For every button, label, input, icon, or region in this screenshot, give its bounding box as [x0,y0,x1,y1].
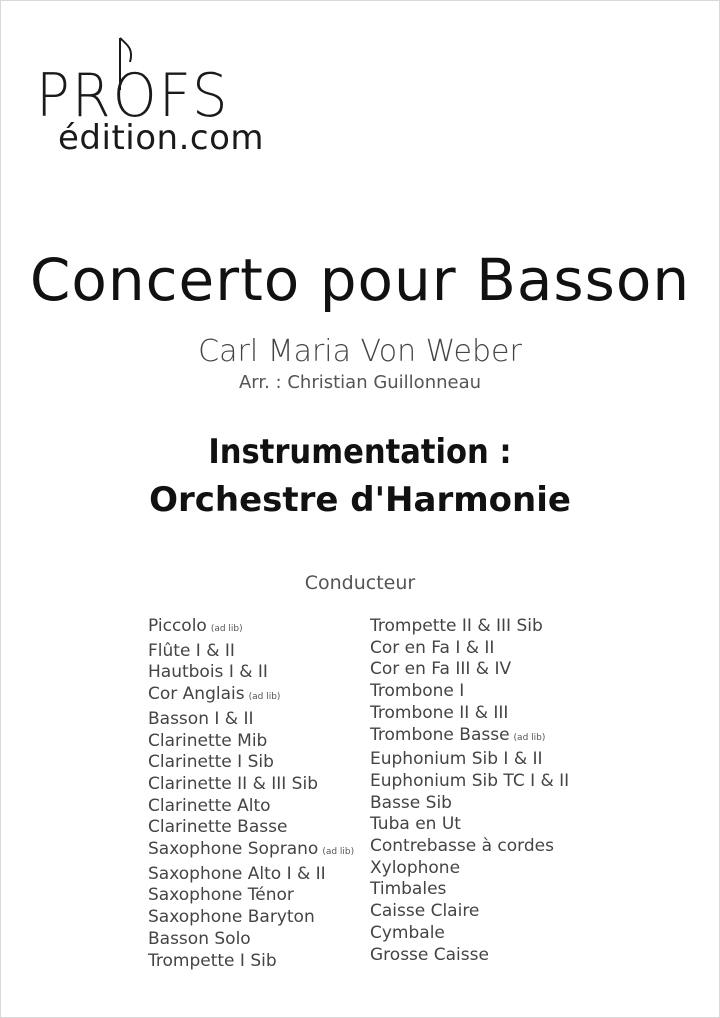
instrument-name: Piccolo [148,616,207,636]
instrument-item [148,907,354,929]
instrument-name: Saxophone Baryton [148,907,315,928]
instrument-name: Caisse Claire [370,901,480,922]
instrument-name: Trompette II & III Sib [370,616,543,636]
instrument-name: Euphonium Sib TC I & II [370,770,570,791]
logo-top-text: PROFS [36,62,230,131]
instrument-item [148,709,354,731]
instrument-name: Trombone II & III [370,702,509,723]
instrument-name: Clarinette I Sib [148,752,274,773]
composer: Carl Maria Von Weber [198,334,522,369]
conductor-label: Conducteur [304,572,416,594]
instrument-item [148,839,354,864]
logo-bottom-text: édition.com [58,118,264,158]
instrument-item [148,951,354,973]
instrument-name: Trompette I Sib [148,950,277,971]
instrument-item [370,879,569,901]
ad-lib-note: (ad lib) [248,692,281,703]
instrument-item [148,662,354,684]
instrument-name: Basse Sib [370,792,452,813]
instrument-name: Timbales [370,879,447,900]
instrument-name: Saxophone Alto I & II [148,863,326,884]
arranger: Arr. : Christian Guillonneau [238,372,482,393]
instrument-item [370,923,569,945]
instrument-item [370,638,569,660]
instrument-name: Basson Solo [148,928,251,949]
instrument-item [370,725,569,750]
profs-edition-logo [36,34,264,164]
instrument-item [148,817,354,839]
instrument-name: Clarinette Alto [148,795,271,816]
instrument-name: Trombone Basse [370,724,510,745]
instrument-name: Tuba en Ut [370,814,461,835]
instrument-name: Cymbale [370,922,445,943]
instrument-list-right [370,616,569,966]
instrument-name: Cor en Fa I & II [370,637,495,658]
instrumentation-type: Orchestre d'Harmonie [149,480,571,520]
instrument-item [148,796,354,818]
instrument-name: Saxophone Ténor [148,885,294,906]
instrument-item [370,771,569,793]
ad-lib-note: (ad lib) [513,732,546,743]
instrument-name: Clarinette Mib [148,730,268,751]
instrument-item [370,814,569,836]
score-title: Concerto pour Basson [29,246,691,314]
instrument-item [370,901,569,923]
instrument-name: Clarinette Basse [148,817,288,838]
instrument-list-left [148,616,354,972]
instrumentation-heading: Instrumentation : [208,432,512,472]
instrument-name: Contrebasse à cordes [370,836,554,857]
instrument-item [148,641,354,663]
instrument-item [148,929,354,951]
instrument-item [370,749,569,771]
instrument-name: Euphonium Sib I & II [370,749,543,770]
instrument-item [148,684,354,709]
instrument-name: Clarinette II & III Sib [148,773,318,794]
instrument-name: Flûte I & II [148,640,235,661]
instrument-item [148,731,354,753]
ad-lib-note: (ad lib) [322,847,355,858]
instrument-item [148,752,354,774]
instrument-name: Grosse Caisse [370,944,489,965]
instrument-item [370,616,569,638]
instrument-item [370,703,569,725]
instrument-name: Basson I & II [148,708,254,729]
instrument-name: Cor en Fa III & IV [370,659,512,680]
instrument-item [370,858,569,880]
instrument-item [148,864,354,886]
instrument-name: Saxophone Soprano [148,839,319,860]
instrument-item [148,616,354,641]
instrument-item [148,885,354,907]
instrument-item [370,945,569,967]
instrument-name: Trombone I [370,681,465,702]
instrument-item [370,681,569,703]
instrument-name: Hautbois I & II [148,662,268,683]
instrument-item [370,659,569,681]
instrument-name: Cor Anglais [148,684,245,705]
instrument-item [370,836,569,858]
instrument-item [370,793,569,815]
instrument-name: Xylophone [370,857,461,878]
instrument-item [148,774,354,796]
ad-lib-note: (ad lib) [210,624,243,634]
